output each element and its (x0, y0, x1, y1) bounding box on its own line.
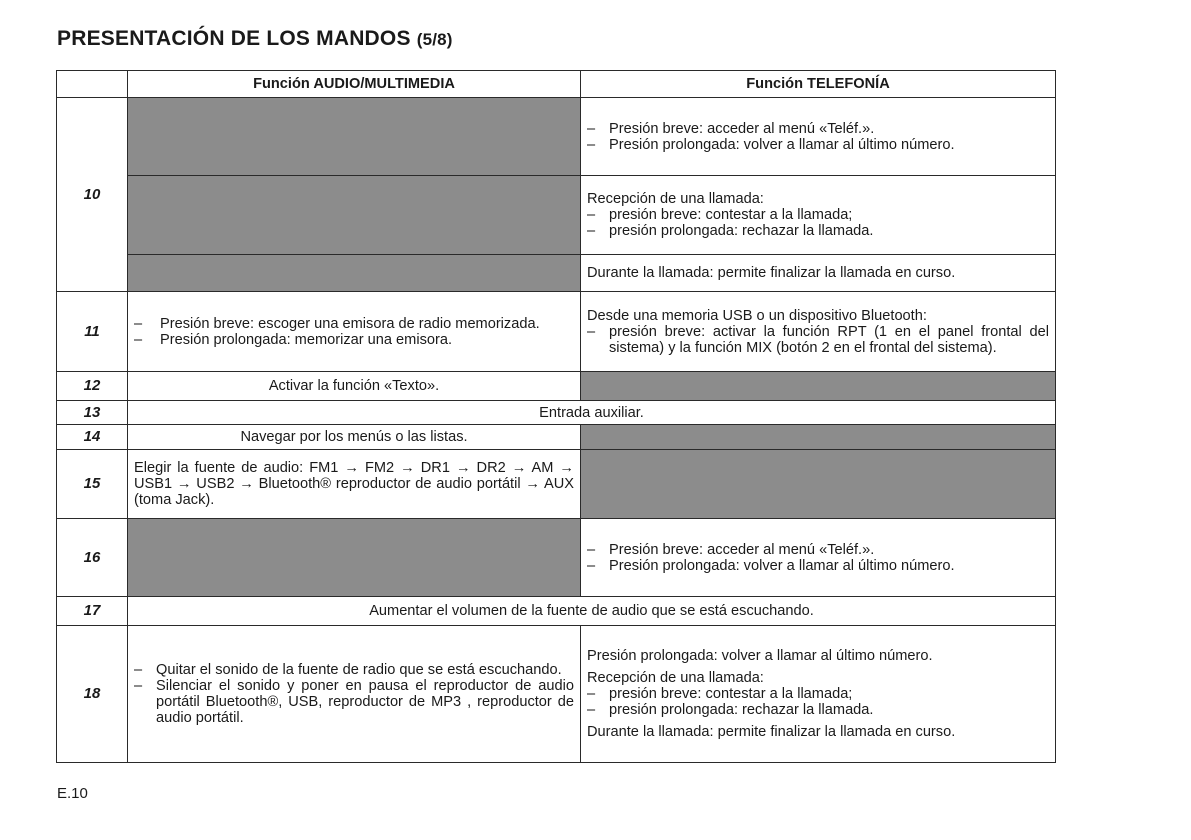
row-number: 16 (57, 519, 128, 597)
cell-intro: Recepción de una llamada: (587, 670, 764, 686)
list-item: – Presión breve: acceder al menú «Teléf.». (587, 542, 1049, 558)
telephony-cell (581, 98, 1056, 176)
empty-cell (128, 98, 581, 176)
empty-cell (128, 176, 581, 255)
empty-cell (581, 372, 1056, 401)
cell-intro: Desde una memoria USB o un dispositivo Bluetooth: (587, 307, 927, 324)
table-row (57, 425, 1056, 450)
audio-cell: Navegar por los menús o las listas. (128, 425, 581, 450)
row-number: 14 (57, 425, 128, 450)
page-title-text: PRESENTACIÓN DE LOS MANDOS (57, 27, 411, 50)
merged-cell: Aumentar el volumen de la fuente de audio que se está escuchando. (128, 597, 1056, 626)
empty-cell (128, 519, 581, 597)
list-item: – Presión prolongada: volver a llamar al último número. (587, 137, 1049, 153)
empty-cell (581, 425, 1056, 450)
list-item: – presión breve: contestar a la llamada; (587, 207, 1049, 223)
table-header-row (57, 71, 1056, 98)
empty-cell (581, 450, 1056, 519)
bullet-list (134, 662, 574, 726)
audio-cell: Elegir la fuente de audio: FM1 → FM2 → DR1 → DR2 → AM → USB1 → USB2 → Bluetooth® reproductor de audio portátil → AUX (toma Jack). (128, 450, 581, 519)
telephony-cell (581, 519, 1056, 597)
cell-intro: Recepción de una llamada: (587, 191, 764, 207)
audio-cell (128, 292, 581, 372)
list-item: – Quitar el sonido de la fuente de radio que se está escuchando. (134, 662, 574, 678)
cell-block (587, 670, 1049, 718)
telephony-cell (581, 626, 1056, 763)
list-item: – presión prolongada: rechazar la llamada. (587, 702, 1049, 718)
header-audio: Función AUDIO/MULTIMEDIA (128, 71, 581, 98)
table-row (57, 626, 1056, 763)
list-item: – presión breve: contestar a la llamada; (587, 686, 1049, 702)
audio-cell (128, 626, 581, 763)
page-part: (5/8) (416, 30, 453, 49)
bullet-list (587, 207, 1049, 239)
controls-table (56, 70, 1056, 763)
list-item: – Presión breve: acceder al menú «Teléf.». (587, 121, 1049, 137)
list-item: – presión breve: activar la función RPT (1 en el panel frontal del sistema) y la función MIX (botón 2 en el frontal del sistema). (587, 324, 1049, 356)
table-row (57, 255, 1056, 292)
row-number: 11 (57, 292, 128, 372)
bullet-list (134, 316, 574, 348)
table-row (57, 176, 1056, 255)
row-number: 18 (57, 626, 128, 763)
bullet-list (587, 542, 1049, 574)
row-number: 15 (57, 450, 128, 519)
table-row (57, 597, 1056, 626)
empty-cell (128, 255, 581, 292)
list-item: – presión prolongada: rechazar la llamada. (587, 223, 1049, 239)
page-title (57, 27, 453, 51)
page-number: E.10 (57, 785, 88, 802)
bullet-list (587, 121, 1049, 153)
cell-block: Presión prolongada: volver a llamar al último número. (587, 648, 933, 664)
telephony-cell (581, 176, 1056, 255)
telephony-cell (581, 292, 1056, 372)
table-row (57, 372, 1056, 401)
row-number: 10 (57, 98, 128, 292)
list-item: – Presión breve: escoger una emisora de radio memorizada. (134, 316, 574, 332)
table-row (57, 98, 1056, 176)
header-num (57, 71, 128, 98)
list-item: – Presión prolongada: volver a llamar al último número. (587, 558, 1049, 574)
table-row (57, 450, 1056, 519)
bullet-list (587, 324, 1049, 356)
table-row (57, 401, 1056, 425)
bullet-list (587, 686, 1049, 718)
cell-block: Durante la llamada: permite finalizar la llamada en curso. (587, 724, 956, 740)
row-number: 13 (57, 401, 128, 425)
list-item: – Presión prolongada: memorizar una emisora. (134, 332, 574, 348)
list-item: – Silenciar el sonido y poner en pausa el reproductor de audio portátil Bluetooth®, USB, reproductor de MP3 , reproductor de audio portátil. (134, 678, 574, 726)
merged-cell: Entrada auxiliar. (128, 401, 1056, 425)
audio-cell: Activar la función «Texto». (128, 372, 581, 401)
row-number: 17 (57, 597, 128, 626)
telephony-cell: Durante la llamada: permite finalizar la llamada en curso. (581, 255, 1056, 292)
row-number: 12 (57, 372, 128, 401)
table-row (57, 519, 1056, 597)
header-telephony: Función TELEFONÍA (581, 71, 1056, 98)
table-row (57, 292, 1056, 372)
